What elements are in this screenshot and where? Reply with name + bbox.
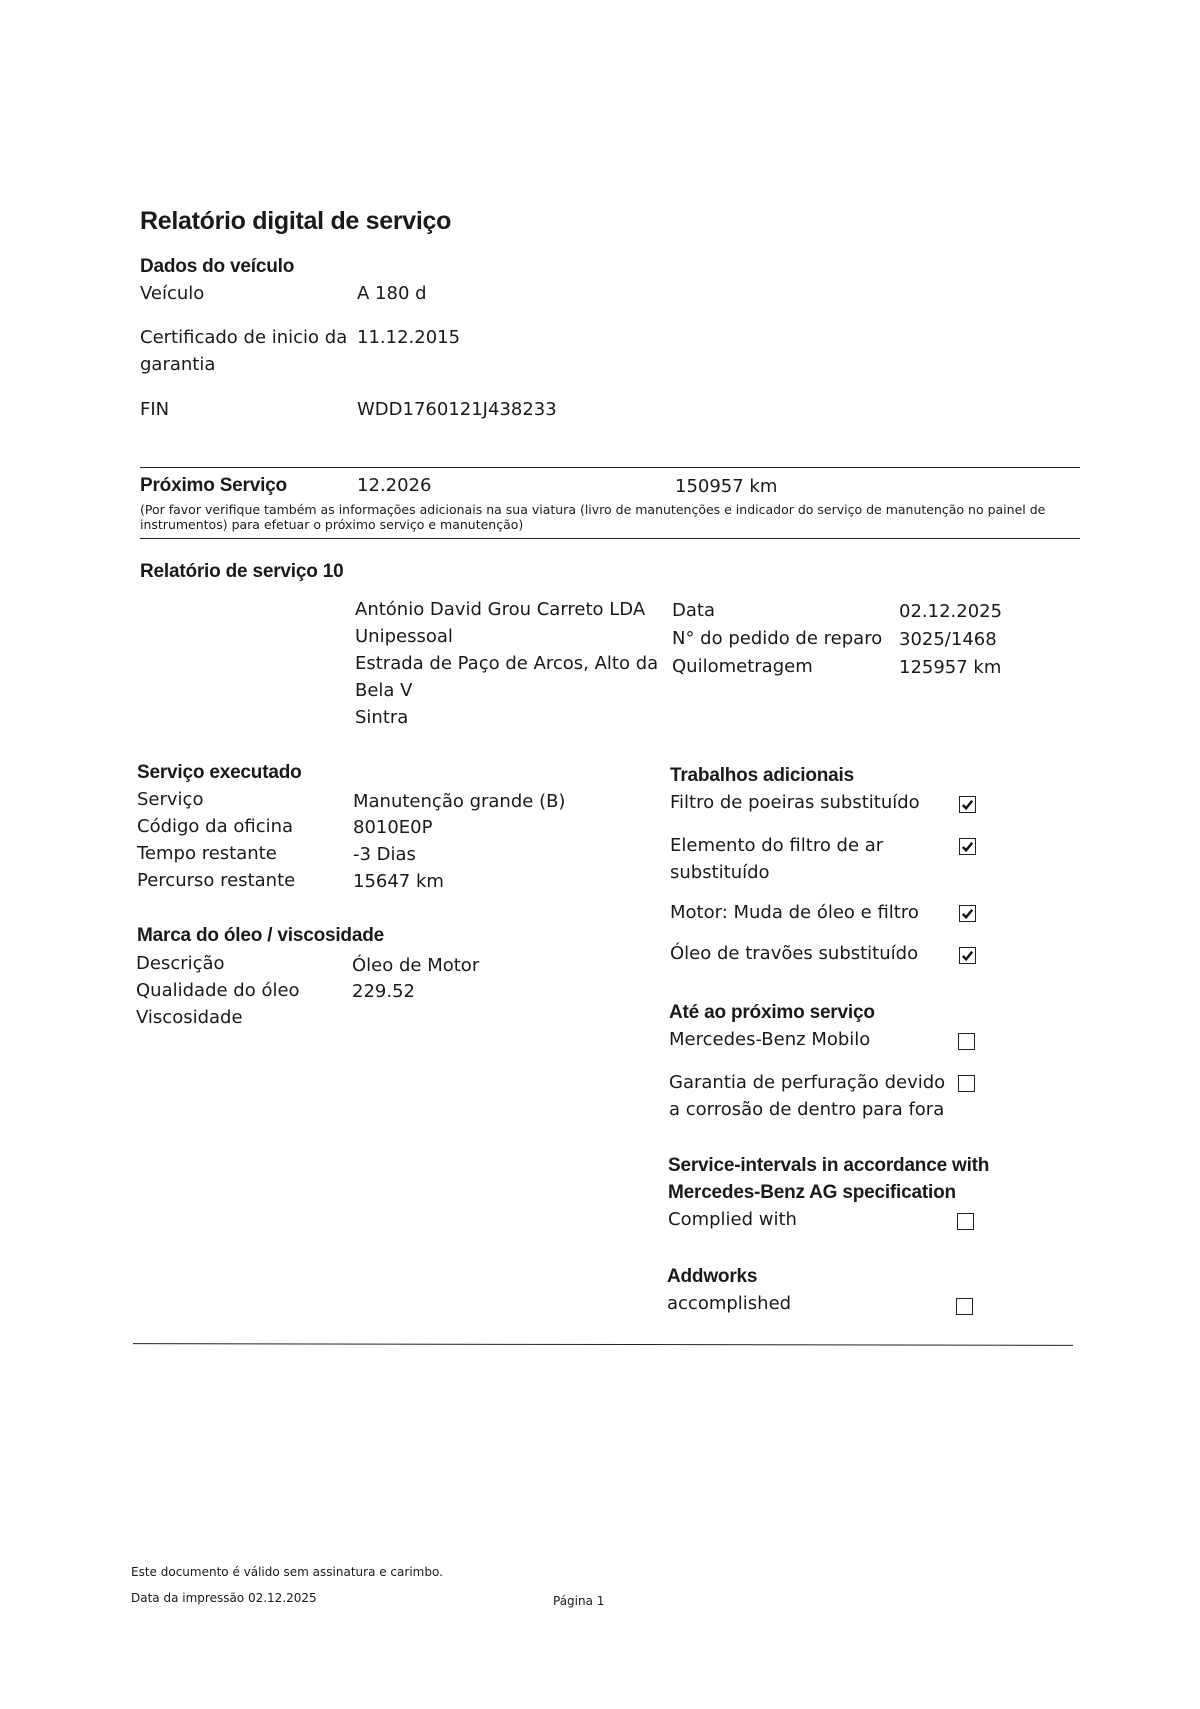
oil-quality-label: Qualidade do óleo: [136, 980, 300, 1001]
item-label: Motor: Muda de óleo e filtro: [670, 902, 919, 923]
warranty-label-cont: garantia: [140, 354, 216, 375]
complied-label: Complied with: [668, 1209, 797, 1230]
validity-note: Este documento é válido sem assinatura e carimbo.: [131, 1565, 443, 1579]
service-label: Serviço: [137, 789, 204, 810]
vehicle-section-heading: Dados do veículo: [140, 256, 295, 277]
until-next-heading: Até ao próximo serviço: [669, 1002, 875, 1023]
workshop-code-label: Código da oficina: [137, 816, 294, 837]
oil-change-checkbox[interactable]: [959, 905, 976, 922]
divider-bottom: [140, 538, 1080, 539]
remaining-time-value: -3 Dias: [353, 844, 416, 865]
item-label: Filtro de poeiras substituído: [670, 792, 920, 813]
next-service-note: (Por favor verifique também as informações adicionais na sua viatura (livro de manutenções e indicador do serviço de manutenção no painel de: [140, 502, 1046, 517]
accomplished-label: accomplished: [667, 1293, 792, 1314]
item-label: Óleo de travões substituído: [670, 943, 919, 964]
workshop-line: Estrada de Paço de Arcos, Alto da: [355, 653, 659, 674]
date-label: Data: [672, 600, 715, 621]
workshop-code-value: 8010E0P: [353, 817, 433, 838]
item-label: Mercedes-Benz Mobilo: [669, 1029, 871, 1050]
service-report-heading: Relatório de serviço 10: [140, 561, 344, 582]
additional-work-heading: Trabalhos adicionais: [670, 765, 854, 786]
check-icon: [960, 948, 975, 963]
mileage-value: 125957 km: [899, 657, 1002, 678]
divider-top: [140, 467, 1080, 468]
brake-fluid-checkbox[interactable]: [959, 947, 976, 964]
warranty-value: 11.12.2015: [357, 327, 461, 348]
oil-heading: Marca do óleo / viscosidade: [137, 925, 384, 946]
warranty-label: Certificado de inicio da: [140, 327, 348, 348]
vehicle-value: A 180 d: [357, 283, 427, 304]
remaining-time-label: Tempo restante: [137, 843, 277, 864]
mobilo-checkbox[interactable]: [958, 1033, 975, 1050]
viscosity-label: Viscosidade: [136, 1007, 243, 1028]
next-service-note-cont: instrumentos) para efetuar o próximo serviço e manutenção): [140, 517, 524, 532]
air-filter-checkbox[interactable]: [959, 838, 976, 855]
item-label-cont: substituído: [670, 862, 770, 883]
mileage-label: Quilometragem: [672, 656, 813, 677]
check-icon: [960, 839, 975, 854]
item-label: Elemento do filtro de ar: [670, 835, 884, 856]
service-value: Manutenção grande (B): [353, 791, 566, 812]
item-label: Garantia de perfuração devido: [669, 1072, 946, 1093]
page-number: Página 1: [553, 1594, 605, 1608]
fin-label: FIN: [140, 399, 170, 420]
vehicle-label: Veículo: [140, 283, 205, 304]
print-date: Data da impressão 02.12.2025: [131, 1591, 317, 1605]
oil-description-label: Descrição: [136, 953, 225, 974]
workshop-line: António David Grou Carreto LDA: [355, 599, 646, 620]
workshop-line: Unipessoal: [355, 626, 453, 647]
dust-filter-checkbox[interactable]: [959, 796, 976, 813]
addworks-heading: Addworks: [667, 1266, 758, 1287]
intervals-heading: Service-intervals in accordance with: [668, 1155, 990, 1176]
divider-end: [133, 1343, 1073, 1346]
check-icon: [960, 906, 975, 921]
remaining-distance-value: 15647 km: [353, 871, 444, 892]
item-label-cont: a corrosão de dentro para fora: [669, 1099, 945, 1120]
remaining-distance-label: Percurso restante: [137, 870, 296, 891]
order-value: 3025/1468: [899, 629, 997, 650]
next-service-date: 12.2026: [357, 475, 432, 496]
service-executed-heading: Serviço executado: [137, 762, 302, 783]
next-service-km: 150957 km: [675, 476, 778, 497]
document-title: Relatório digital de serviço: [140, 207, 452, 235]
check-icon: [960, 797, 975, 812]
complied-checkbox[interactable]: [957, 1213, 974, 1230]
date-value: 02.12.2025: [899, 601, 1003, 622]
workshop-line: Sintra: [355, 707, 409, 728]
oil-quality-value: 229.52: [352, 981, 415, 1002]
oil-description-value: Óleo de Motor: [352, 955, 480, 976]
fin-value: WDD1760121J438233: [357, 399, 557, 420]
workshop-line: Bela V: [355, 680, 413, 701]
next-service-heading: Próximo Serviço: [140, 475, 287, 496]
order-label: N° do pedido de reparo: [672, 628, 883, 649]
corrosion-warranty-checkbox[interactable]: [958, 1075, 975, 1092]
intervals-heading-cont: Mercedes-Benz AG specification: [668, 1182, 956, 1203]
accomplished-checkbox[interactable]: [956, 1298, 973, 1315]
